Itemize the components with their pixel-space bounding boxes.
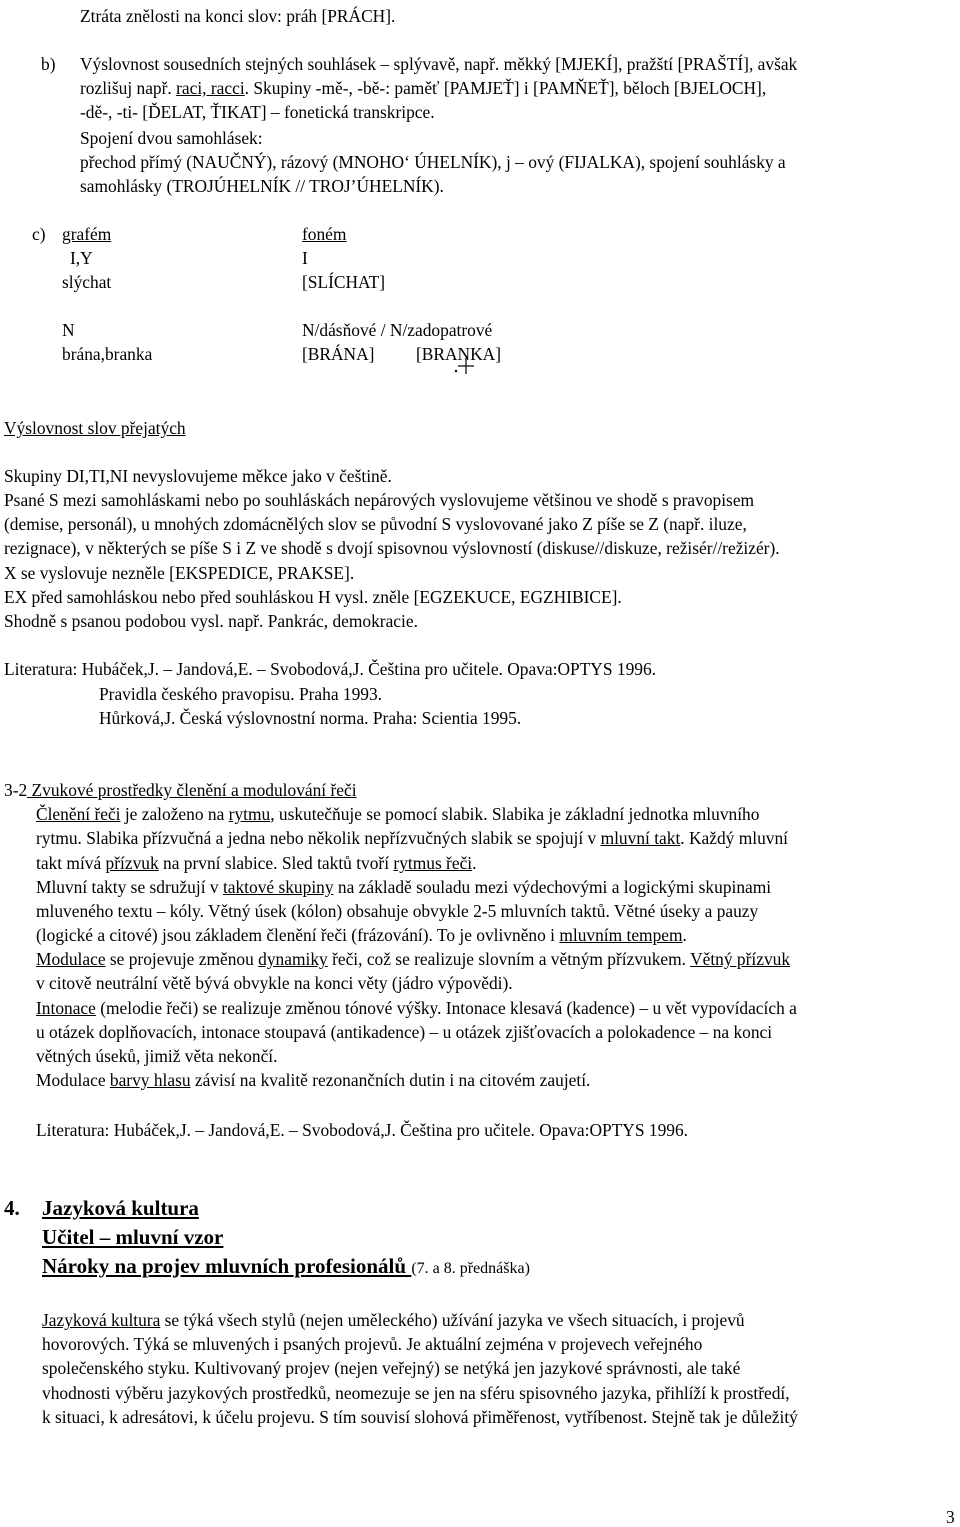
text-line: Jazyková kultura se týká všech stylů (nejen uměleckého) užívání jazyka ve všech situacích, i projevů <box>42 1310 745 1330</box>
table-header-phoneme: foném <box>302 224 347 244</box>
table-cell: [BRÁNA] <box>302 344 375 364</box>
text-line: mluveného textu – kóly. Větný úsek (kólon) obsahuje obvykle 2-5 mluvních taktů. Větné úseky a pauzy <box>36 901 759 921</box>
text-line: takt mívá přízvuk na první slabice. Sled taktů tvoří rytmus řeči. <box>36 853 477 873</box>
lecture-note: (7. a 8. přednáška) <box>411 1260 530 1277</box>
section-heading: Učitel – mluvní vzor <box>42 1225 224 1249</box>
text-line: Shodně s psanou podobou vysl. např. Pankrác, demokracie. <box>4 611 418 631</box>
table-cell: [SLÍCHAT] <box>302 272 386 292</box>
table-cell: I <box>302 248 308 268</box>
text-line: k situaci, k adresátovi, k účelu projevu. S tím souvisí slohová přiměřenost, vytříbenost. Stejně tak je důležitý <box>42 1407 798 1427</box>
text-line: vhodnosti výběru jazykových prostředků, neomezuje se jen na sféru spisovného jazyka, přihlíží k prostředí, <box>42 1383 790 1403</box>
text-line: hovorových. Týká se mluvených i psaných projevů. Je aktuální zejména v projevech veřejného <box>42 1334 703 1354</box>
text-line: (logické a citové) jsou základem členění řeči (frázování). To je ovlivněno i mluvním tempem. <box>36 925 687 945</box>
text-line: Členění řeči je založeno na rytmu, uskutečňuje se pomocí slabik. Slabika je základní jednotka mluvního <box>36 804 760 824</box>
section-title-3-2: 3-2 Zvukové prostředky členění a modulování řeči <box>4 780 357 800</box>
text-line: X se vyslovuje nezněle [EKSPEDICE, PRAKSE]. <box>4 563 355 583</box>
text-line: EX před samohláskou nebo před souhláskou H vysl. zněle [EGZEKUCE, EGZHIBICE]. <box>4 587 622 607</box>
section-heading: Nároky na projev mluvních profesionálů (7. a 8. přednáška) <box>42 1254 530 1278</box>
table-cell: brána,branka <box>62 344 153 364</box>
table-cell: N <box>62 320 75 340</box>
text-line: Skupiny DI,TI,NI nevyslovujeme měkce jako v češtině. <box>4 466 392 486</box>
text-line: samohlásky (TROJÚHELNÍK // TROJ’ÚHELNÍK). <box>80 176 444 196</box>
section-heading: Jazyková kultura <box>42 1196 199 1220</box>
text-line: Modulace barvy hlasu závisí na kvalitě rezonančních dutin i na citovém zaujetí. <box>36 1070 591 1090</box>
section-number-4: 4. <box>4 1196 20 1220</box>
literature-line: Pravidla českého pravopisu. Praha 1993. <box>99 684 383 704</box>
text-line: Psané S mezi samohláskami nebo po souhláskách nepárových vyslovujeme většinou ve shodě s pravopisem <box>4 490 755 510</box>
text-line: společenského styku. Kultivovaný projev (nejen veřejný) se netýká jen jazykové správnosti, ale také <box>42 1358 741 1378</box>
text-line: rytmu. Slabika přízvučná a jedna nebo několik nepřízvučných slabik se spojují v mluvní takt. Každý mluvní <box>36 828 788 848</box>
text-line: Výslovnost sousedních stejných souhlásek – splývavě, např. měkký [MJEKÍ], pražští [PRAŠTÍ], avšak <box>80 54 798 74</box>
text-line: v citově neutrální větě bývá obvykle na konci věty (jádro výpovědi). <box>36 973 513 993</box>
list-marker-b: b) <box>41 54 56 74</box>
underlined-example: raci, racci <box>176 78 245 98</box>
text-line: rezignace), v některých se píše S i Z ve shodě s dvojí spisovnou výslovností (diskuse//diskuze, režisér//režizér). <box>4 538 780 558</box>
text-line: Spojení dvou samohlásek: <box>80 128 263 148</box>
section-heading: Výslovnost slov přejatých <box>4 418 186 438</box>
literature-line: Hůrková,J. Česká výslovnostní norma. Praha: Scientia 1995. <box>99 708 522 728</box>
text-line: přechod přímý (NAUČNÝ), rázový (MNOHO‘ ÚHELNÍK), j – ový (FIJALKA), spojení souhlásky a <box>80 152 786 172</box>
table-cell: slýchat <box>62 272 112 292</box>
list-marker-c: c) <box>32 224 46 244</box>
page-number: 3 <box>946 1507 955 1527</box>
table-cell: [BRANKA] <box>416 344 502 364</box>
phonetic-mark-icon <box>452 356 478 376</box>
text-line: rozlišuj např. raci, racci. Skupiny -mě-, -bě-: paměť [PAMJEŤ] i [PAMŇEŤ], běloch [BJELOCH], <box>80 78 767 98</box>
table-cell: N/dásňové / N/zadopatrové <box>302 320 493 340</box>
table-cell: I,Y <box>70 248 93 268</box>
text-line: Modulace se projevuje změnou dynamiky řeči, což se realizuje slovním a větným přízvukem. Větný přízvuk <box>36 949 791 969</box>
text-line: Mluvní takty se sdružují v taktové skupiny na základě souladu mezi výdechovými a logickými skupinami <box>36 877 772 897</box>
text-line: Intonace (melodie řeči) se realizuje změnou tónové výšky. Intonace klesavá (kadence) – u vět vypovídacích a <box>36 998 797 1018</box>
text-line: (demise, personál), u mnohých zdomácnělých slov se původní S vyslovované jako Z píše se Z (např. iluze, <box>4 514 747 534</box>
literature-line: Literatura: Hubáček,J. – Jandová,E. – Svobodová,J. Čeština pro učitele. Opava:OPTYS 1996. <box>4 659 657 679</box>
text-line: u otázek doplňovacích, intonace stoupavá (antikadence) – u otázek zjišťovacích a polokadence – na konci <box>36 1022 773 1042</box>
text-line: Ztráta znělosti na konci slov: práh [PRÁCH]. <box>80 6 396 26</box>
text-line: větných úseků, jimiž věta nekončí. <box>36 1046 278 1066</box>
table-header-grapheme: grafém <box>62 224 112 244</box>
text-line: -dě-, -ti- [ĎELAT, ŤIKAT] – fonetická transkripce. <box>80 102 435 122</box>
literature-line: Literatura: Hubáček,J. – Jandová,E. – Svobodová,J. Čeština pro učitele. Opava:OPTYS 1996. <box>36 1120 689 1140</box>
